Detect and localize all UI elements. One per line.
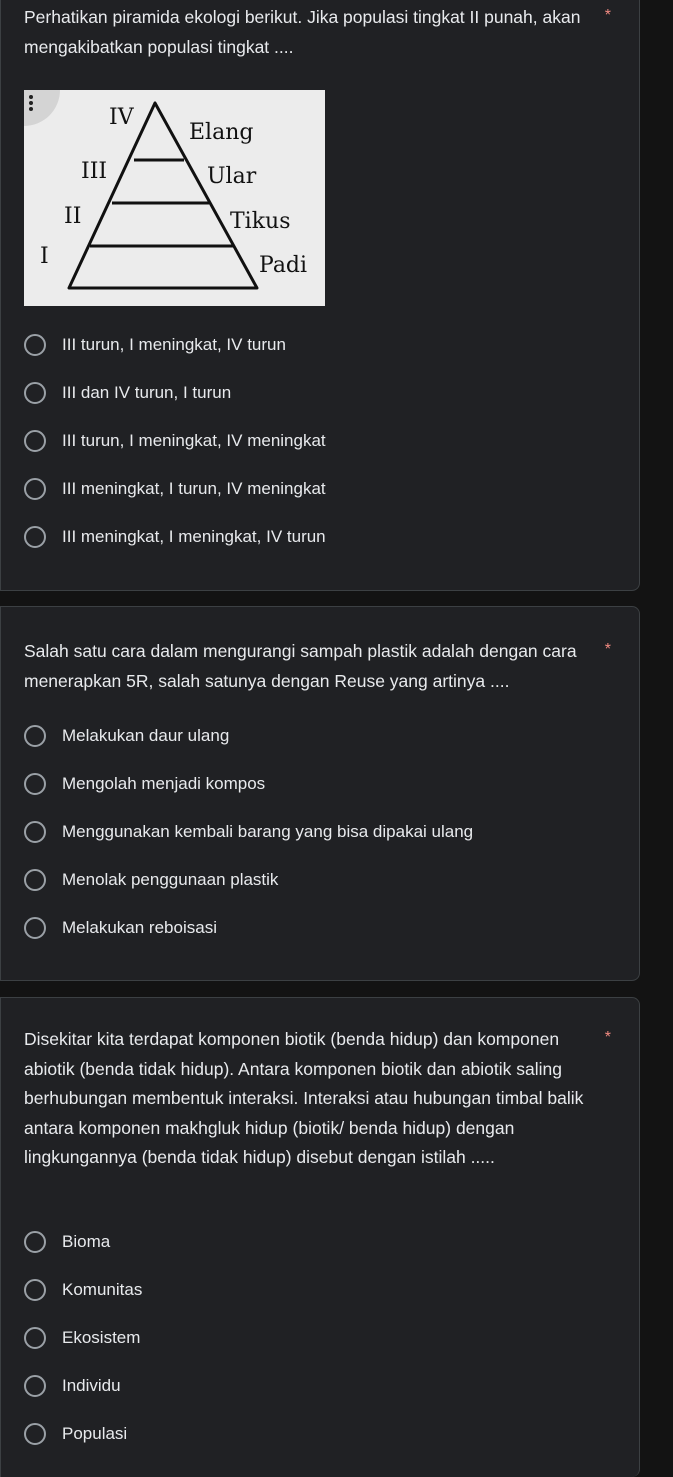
radio-circle-icon[interactable] (24, 821, 46, 843)
required-asterisk: * (604, 641, 611, 658)
question-title: Perhatikan piramida ekologi berikut. Jika populasi tingkat II punah, akan mengakibatkan populasi tingkat .... (24, 7, 581, 57)
option-label: Melakukan daur ulang (62, 726, 230, 745)
option-radio[interactable] (24, 1278, 142, 1302)
option-radio[interactable] (24, 868, 278, 892)
option-label: Komunitas (62, 1280, 143, 1299)
option-label: Menolak penggunaan plastik (62, 870, 279, 889)
option-radio[interactable] (24, 477, 326, 501)
radio-circle-icon[interactable] (24, 430, 46, 452)
option-radio[interactable] (24, 1230, 110, 1254)
option-label: Individu (62, 1376, 121, 1395)
option-radio[interactable] (24, 820, 473, 844)
radio-circle-icon[interactable] (24, 1279, 46, 1301)
required-asterisk: * (604, 7, 611, 24)
level-organism: Padi (259, 253, 308, 278)
option-radio[interactable] (24, 381, 231, 405)
radio-circle-icon[interactable] (24, 1423, 46, 1445)
level-organism: Elang (189, 120, 254, 145)
option-label: III turun, I meningkat, IV meningkat (62, 431, 326, 450)
radio-circle-icon[interactable] (24, 917, 46, 939)
option-label: Populasi (62, 1424, 128, 1443)
radio-circle-icon[interactable] (24, 382, 46, 404)
radio-circle-icon[interactable] (24, 1231, 46, 1253)
question-card-3 (0, 997, 640, 1477)
required-asterisk: * (604, 1029, 611, 1046)
option-label: Menggunakan kembali barang yang bisa dipakai ulang (62, 822, 474, 841)
food-pyramid-image (24, 90, 325, 306)
option-radio[interactable] (24, 525, 326, 549)
question-title: Salah satu cara dalam mengurangi sampah plastik adalah dengan cara menerapkan 5R, salah satunya dengan Reuse yang artinya .... (24, 641, 577, 691)
level-organism: Ular (207, 164, 257, 189)
option-radio[interactable] (24, 1374, 121, 1398)
more-vert-icon[interactable] (24, 90, 60, 126)
radio-circle-icon[interactable] (24, 1327, 46, 1349)
radio-circle-icon[interactable] (24, 526, 46, 548)
radio-circle-icon[interactable] (24, 725, 46, 747)
level-roman: IV (109, 105, 134, 130)
option-label: III turun, I meningkat, IV turun (62, 335, 286, 354)
question-card-2 (0, 606, 640, 981)
level-organism: Tikus (230, 209, 291, 234)
option-label: Melakukan reboisasi (62, 918, 217, 937)
level-roman: III (81, 159, 108, 184)
question-card-1 (0, 0, 640, 591)
option-radio[interactable] (24, 916, 217, 940)
option-label: Ekosistem (62, 1328, 141, 1347)
option-radio[interactable] (24, 1422, 127, 1446)
radio-circle-icon[interactable] (24, 773, 46, 795)
pyramid-diagram (24, 90, 325, 306)
option-label: III meningkat, I turun, IV meningkat (62, 479, 326, 498)
radio-circle-icon[interactable] (24, 334, 46, 356)
option-radio[interactable] (24, 1326, 140, 1350)
radio-circle-icon[interactable] (24, 478, 46, 500)
option-label: III dan IV turun, I turun (62, 383, 232, 402)
option-label: Bioma (62, 1232, 111, 1251)
option-radio[interactable] (24, 429, 326, 453)
level-roman: I (40, 244, 49, 269)
level-roman: II (64, 204, 82, 229)
option-label: III meningkat, I meningkat, IV turun (62, 527, 326, 546)
radio-circle-icon[interactable] (24, 1375, 46, 1397)
option-radio[interactable] (24, 724, 229, 748)
radio-circle-icon[interactable] (24, 869, 46, 891)
option-label: Mengolah menjadi kompos (62, 774, 266, 793)
option-radio[interactable] (24, 772, 265, 796)
option-radio[interactable] (24, 333, 286, 357)
question-title: Disekitar kita terdapat komponen biotik (benda hidup) dan komponen abiotik (benda tidak hidup). Antara komponen biotik dan abiotik saling berhubungan membentuk interaksi. Interaksi atau hubungan timbal balik antara komponen makhgluk hidup (biotik/ benda hidup) dengan lingkungannya (benda tidak hidup) disebut dengan istilah ..... (24, 1029, 584, 1167)
